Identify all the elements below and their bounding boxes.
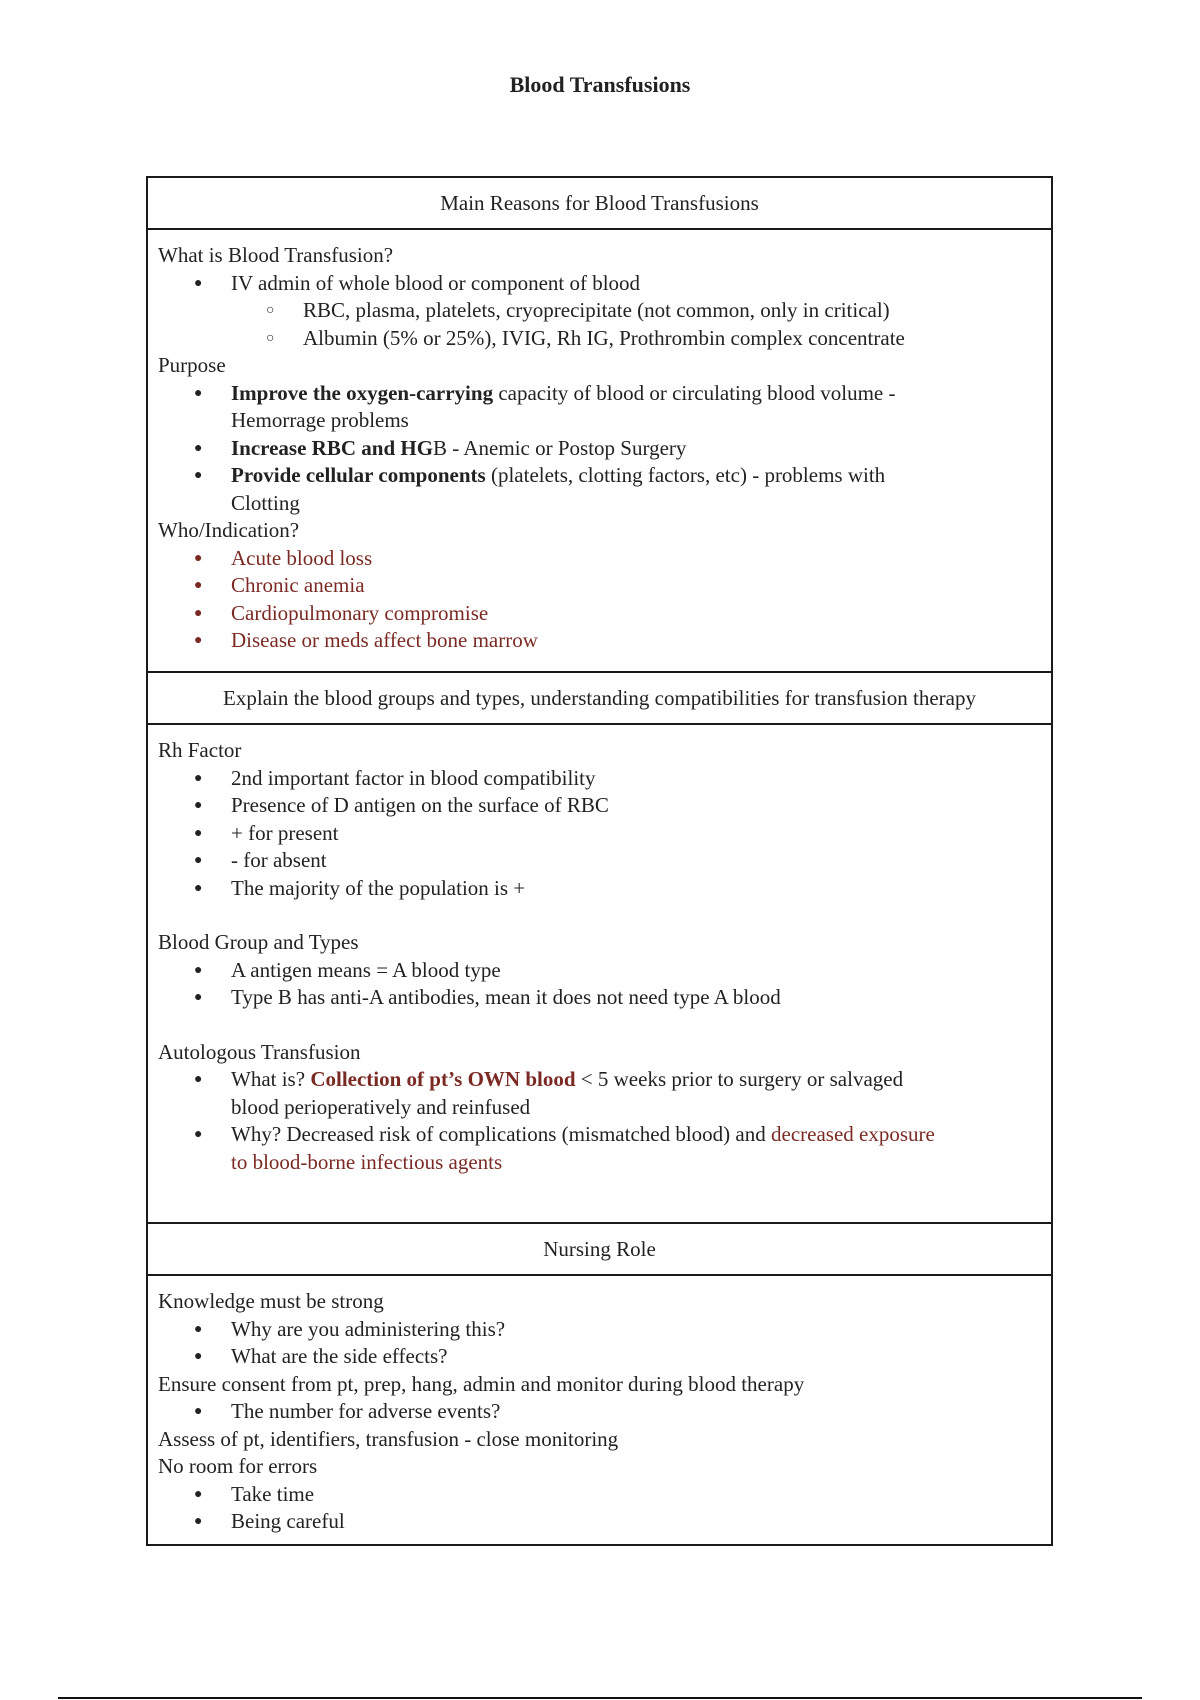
list-item: ● Being careful <box>158 1508 1041 1536</box>
section-header-nursing-role: Nursing Role <box>148 1224 1051 1276</box>
list-item: ● Acute blood loss <box>158 545 1041 573</box>
heading-who-indication: Who/Indication? <box>158 518 300 542</box>
list-item: ● Presence of D antigen on the surface of RBC <box>158 792 1041 820</box>
list-item: ● A antigen means = A blood type <box>158 957 1041 985</box>
indication-list <box>158 545 1041 655</box>
heading-no-room-for-errors: No room for errors <box>158 1454 318 1478</box>
sub-list-item: ○ RBC, plasma, platelets, cryoprecipitate (not common, only in critical) <box>158 297 1041 325</box>
notes-table <box>146 176 1053 1546</box>
list-item: ● Cardiopulmonary compromise <box>158 600 1041 628</box>
knowledge-list <box>158 1316 1041 1371</box>
definition-list <box>158 270 1041 353</box>
consent-list <box>158 1398 1041 1426</box>
section-body-nursing-role <box>148 1276 1051 1544</box>
list-item: ● Chronic anemia <box>158 572 1041 600</box>
document-title: Blood Transfusions <box>509 72 691 97</box>
list-item: ● Improve the oxygen-carrying capacity of blood or circulating blood volume - Hemorrage problems <box>158 380 1041 435</box>
rh-factor-list <box>158 765 1041 903</box>
sub-list-item: ○ Albumin (5% or 25%), IVIG, Rh IG, Prothrombin complex concentrate <box>158 325 1041 353</box>
list-item: ● Why are you administering this? <box>158 1316 1041 1344</box>
list-item: ● IV admin of whole blood or component of blood <box>158 270 1041 298</box>
heading-ensure-consent: Ensure consent from pt, prep, hang, admin and monitor during blood therapy <box>158 1371 805 1396</box>
heading-rh-factor: Rh Factor <box>158 738 242 762</box>
heading-assess: Assess of pt, identifiers, transfusion - close monitoring <box>158 1426 619 1451</box>
list-item: ● Provide cellular components (platelets, clotting factors, etc) - problems with Clotting <box>158 462 1041 517</box>
blood-group-list <box>158 957 1041 1012</box>
section-header-main-reasons: Main Reasons for Blood Transfusions <box>148 178 1051 230</box>
section-header-blood-groups: Explain the blood groups and types, understanding compatibilities for transfusion therapy <box>148 673 1051 725</box>
section-body-blood-groups <box>148 725 1051 1224</box>
list-item: ● + for present <box>158 820 1041 848</box>
heading-purpose: Purpose <box>158 353 226 377</box>
autologous-list <box>158 1066 1041 1176</box>
question-what-is-transfusion: What is Blood Transfusion? <box>158 243 394 267</box>
purpose-list <box>158 380 1041 518</box>
list-item: ● Increase RBC and HGB - Anemic or Postop Surgery <box>158 435 1041 463</box>
section-body-main-reasons <box>148 230 1051 673</box>
list-item: ● 2nd important factor in blood compatibility <box>158 765 1041 793</box>
list-item: ● What are the side effects? <box>158 1343 1041 1371</box>
list-item: ● What is? Collection of pt’s OWN blood < 5 weeks prior to surgery or salvaged blood perioperatively and reinfused <box>158 1066 1041 1121</box>
heading-knowledge: Knowledge must be strong <box>158 1289 384 1313</box>
list-item: ● Take time <box>158 1481 1041 1509</box>
list-item: ● Disease or meds affect bone marrow <box>158 627 1041 655</box>
heading-blood-group-types: Blood Group and Types <box>158 930 359 954</box>
page-bottom-rule <box>58 1697 1142 1699</box>
list-item: ● Type B has anti-A antibodies, mean it does not need type A blood <box>158 984 1041 1012</box>
list-item: ● The number for adverse events? <box>158 1398 1041 1426</box>
list-item: ● The majority of the population is + <box>158 875 1041 903</box>
heading-autologous-transfusion: Autologous Transfusion <box>158 1039 361 1064</box>
list-item: ● - for absent <box>158 847 1041 875</box>
errors-list <box>158 1481 1041 1536</box>
list-item: ● Why? Decreased risk of complications (mismatched blood) and decreased exposure to blood-borne infectious agents <box>158 1121 1041 1176</box>
